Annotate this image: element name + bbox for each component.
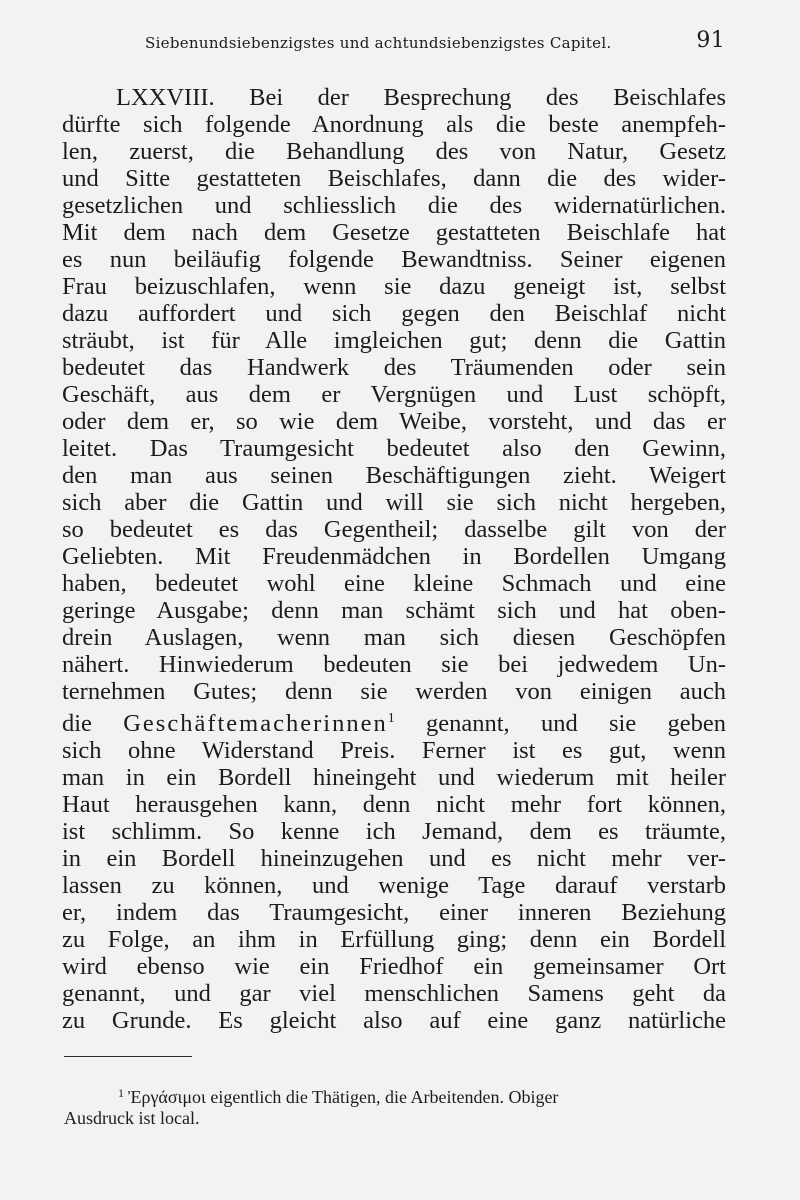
text-line: er, indem das Traumgesicht, einer inneren Beziehung: [62, 899, 726, 926]
text-line-with-footnote-ref: [62, 705, 726, 737]
text-line: zu Folge, an ihm in Erfüllung ging; denn ein Bordell: [62, 926, 726, 953]
text-line: gesetzlichen und schliesslich die des widernatürlichen.: [62, 192, 726, 219]
text-line: es nun beiläufig folgende Bewandtniss. Seiner eigenen: [62, 246, 726, 273]
running-header: [145, 28, 725, 53]
text-line: len, zuerst, die Behandlung des von Natur, Gesetz: [62, 138, 726, 165]
footnote-line: Ausdruck ist local.: [64, 1108, 200, 1128]
text-line: und Sitte gestatteten Beischlafes, dann die des wider-: [62, 165, 726, 192]
text-line: den man aus seinen Beschäftigungen zieht. Weigert: [62, 462, 726, 489]
text-fragment: genannt, und sie geben: [426, 710, 727, 737]
text-line: bedeutet das Handwerk des Träumenden oder sein: [62, 354, 726, 381]
text-fragment: die: [62, 710, 92, 737]
text-line: Geschäft, aus dem er Vergnügen und Lust schöpft,: [62, 381, 726, 408]
text-line: haben, bedeutet wohl eine kleine Schmach und eine: [62, 570, 726, 597]
text-line: drein Auslagen, wenn man sich diesen Geschöpfen: [62, 624, 726, 651]
text-line: Mit dem nach dem Gesetze gestatteten Beischlafe hat: [62, 219, 726, 246]
text-line: zu Grunde. Es gleicht also auf eine ganz natürliche: [62, 1007, 726, 1034]
footnote-text: Ἐργάσιμοι eigentlich die Thätigen, die Arbeitenden. Obiger: [128, 1087, 559, 1107]
footnote-mark: 1: [118, 1086, 124, 1100]
text-line: Frau beizuschlafen, wenn sie dazu geneigt ist, selbst: [62, 273, 726, 300]
text-line: geringe Ausgabe; denn man schämt sich und hat oben-: [62, 597, 726, 624]
body-text: [62, 84, 726, 1034]
text-line: ist schlimm. So kenne ich Jemand, dem es träumte,: [62, 818, 726, 845]
footnote-line: [64, 1083, 728, 1108]
text-line: so bedeutet es das Gegentheil; dasselbe gilt von der: [62, 516, 726, 543]
text-line: lassen zu können, und wenige Tage darauf verstarb: [62, 872, 726, 899]
text-line: leitet. Das Traumgesicht bedeutet also den Gewinn,: [62, 435, 726, 462]
footnote-divider: [64, 1056, 192, 1057]
text-line: ternehmen Gutes; denn sie werden von einigen auch: [62, 678, 726, 705]
text-line: genannt, und gar viel menschlichen Samens geht da: [62, 980, 726, 1007]
text-line: oder dem er, so wie dem Weibe, vorsteht, und das er: [62, 408, 726, 435]
footnote: [64, 1083, 728, 1129]
text-line: sich ohne Widerstand Preis. Ferner ist es gut, wenn: [62, 737, 726, 764]
spaced-term: Geschäftemacherinnen: [123, 710, 388, 737]
text-line: man in ein Bordell hineingeht und wiederum mit heiler: [62, 764, 726, 791]
text-line: LXXVIII. Bei der Besprechung des Beischlafes: [116, 84, 726, 111]
text-line: nähert. Hinwiederum bedeuten sie bei jedwedem Un-: [62, 651, 726, 678]
running-title: Siebenundsiebenzigstes und achtundsiebenzigstes Capitel.: [145, 34, 612, 52]
text-line: dürfte sich folgende Anordnung als die beste anempfeh-: [62, 111, 726, 138]
text-line: Geliebten. Mit Freudenmädchen in Bordellen Umgang: [62, 543, 726, 570]
text-line: sträubt, ist für Alle imgleichen gut; denn die Gattin: [62, 327, 726, 354]
text-line: Haut herausgehen kann, denn nicht mehr fort können,: [62, 791, 726, 818]
page-number: 91: [696, 28, 725, 53]
text-line: dazu auffordert und sich gegen den Beischlaf nicht: [62, 300, 726, 327]
text-line: wird ebenso wie ein Friedhof ein gemeinsamer Ort: [62, 953, 726, 980]
text-line: sich aber die Gattin und will sie sich nicht hergeben,: [62, 489, 726, 516]
footnote-ref: 1: [387, 711, 395, 726]
text-line: in ein Bordell hineinzugehen und es nicht mehr ver-: [62, 845, 726, 872]
